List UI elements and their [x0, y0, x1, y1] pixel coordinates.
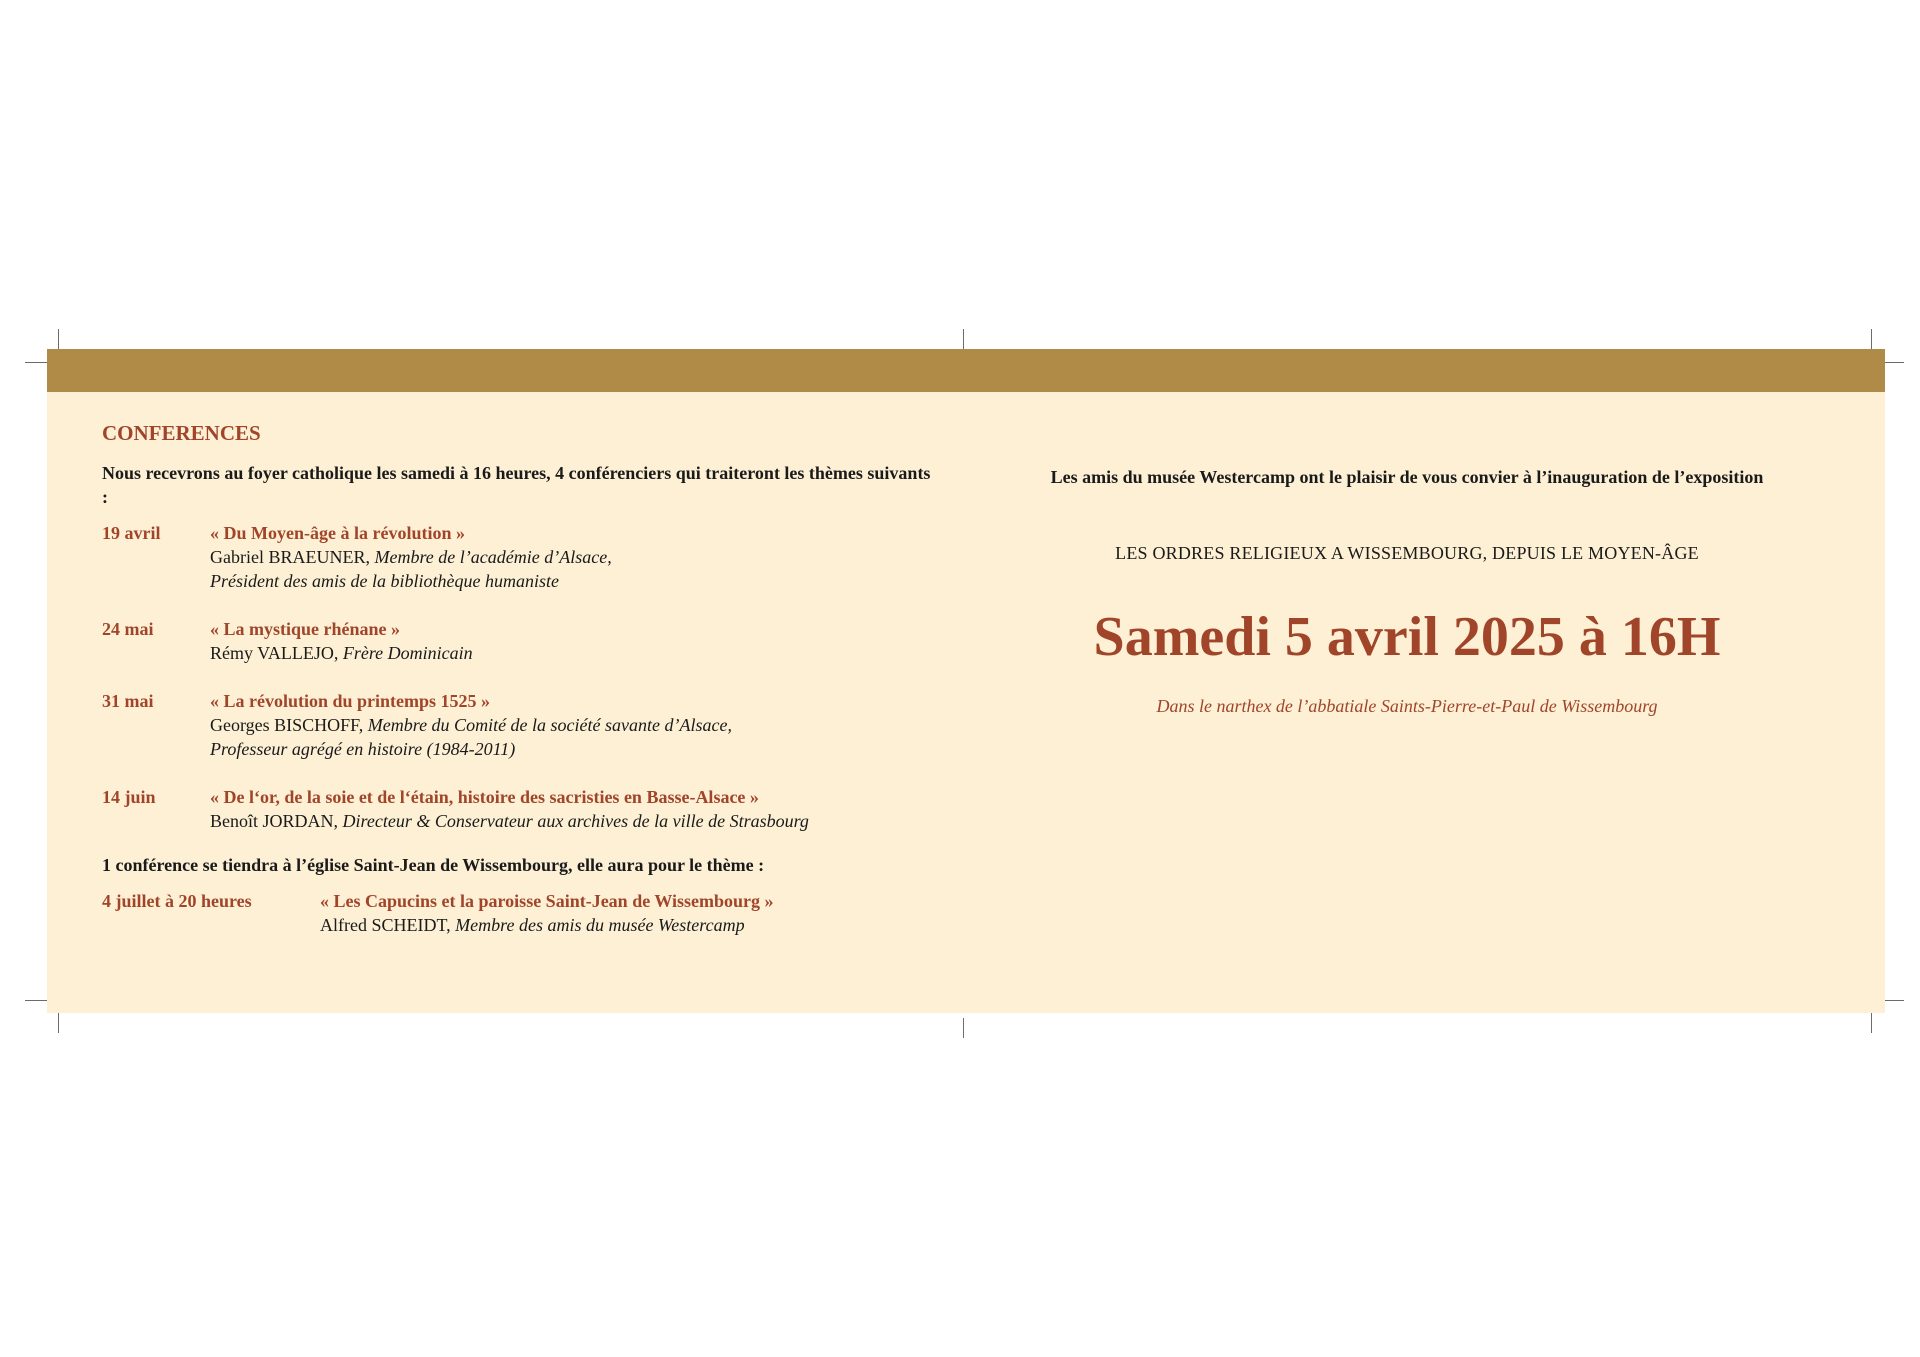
conference-speaker: Benoît JORDAN, [210, 811, 343, 831]
crop-mark [58, 1013, 59, 1033]
saint-jean-intro: 1 conférence se tiendra à l’église Saint-Jean de Wissembourg, elle aura pour le thème : [102, 855, 765, 875]
invitation-intro: Les amis du musée Westercamp ont le plaisir de vous convier à l’inauguration de l’exposition [1050, 467, 1764, 487]
conference-role: Frère Dominicain [342, 643, 473, 663]
crop-mark [1882, 362, 1904, 363]
conference-speaker: Georges BISCHOFF, [210, 715, 368, 735]
conferences-column [102, 421, 932, 937]
conference-date: 24 mai [102, 619, 154, 639]
conference-title: « Du Moyen-âge à la révolution » [210, 523, 465, 543]
crop-mark [58, 329, 59, 349]
conference-role: Membre du Comité de la société savante d’Alsace, [367, 715, 732, 735]
crop-mark [25, 362, 47, 363]
crop-mark [1871, 1013, 1872, 1033]
conferences-heading: CONFERENCES [102, 421, 261, 445]
exhibition-title: LES ORDRES RELIGIEUX A WISSEMBOURG, DEPUIS LE MOYEN-ÂGE [1115, 543, 1699, 563]
conference-title: « La mystique rhénane » [210, 619, 401, 639]
conference-role: Membre de l’académie d’Alsace, [374, 547, 612, 567]
conference-item [102, 521, 932, 593]
conference-speaker: Rémy VALLEJO, [210, 643, 343, 663]
conference-item [102, 889, 932, 937]
crop-mark [963, 1018, 964, 1038]
crop-mark [963, 329, 964, 349]
conference-item [102, 785, 932, 833]
conference-role: Membre des amis du musée Westercamp [455, 915, 745, 935]
event-date: Samedi 5 avril 2025 à 16H [1093, 606, 1721, 668]
conference-date: 14 juin [102, 787, 156, 807]
conference-role: Directeur & Conservateur aux archives de la ville de Strasbourg [342, 811, 809, 831]
conference-date: 31 mai [102, 691, 154, 711]
conference-item [102, 689, 932, 761]
crop-mark [25, 1000, 47, 1001]
crop-mark [1871, 329, 1872, 349]
conference-title: « Les Capucins et la paroisse Saint-Jean de Wissembourg » [320, 891, 774, 911]
conference-role: Professeur agrégé en histoire (1984-2011) [210, 739, 516, 759]
conference-date: 19 avril [102, 523, 161, 543]
conference-title: « De l‘or, de la soie et de l‘étain, histoire des sacristies en Basse-Alsace » [210, 787, 759, 807]
conference-item [102, 617, 932, 665]
conference-speaker: Gabriel BRAEUNER, [210, 547, 375, 567]
conference-role: Président des amis de la bibliothèque humaniste [210, 571, 559, 591]
invitation-column [947, 465, 1867, 718]
gold-band [47, 349, 1885, 392]
event-place: Dans le narthex de l’abbatiale Saints-Pierre-et-Paul de Wissembourg [1156, 696, 1658, 716]
conference-speaker: Alfred SCHEIDT, [320, 915, 456, 935]
conference-date: 4 juillet à 20 heures [102, 891, 252, 911]
conferences-intro: Nous recevrons au foyer catholique les samedi à 16 heures, 4 conférenciers qui traiteront les thèmes suivants : [102, 463, 931, 507]
crop-mark [1882, 1000, 1904, 1001]
invitation-card [47, 349, 1885, 1013]
conference-title: « La révolution du printemps 1525 » [210, 691, 491, 711]
